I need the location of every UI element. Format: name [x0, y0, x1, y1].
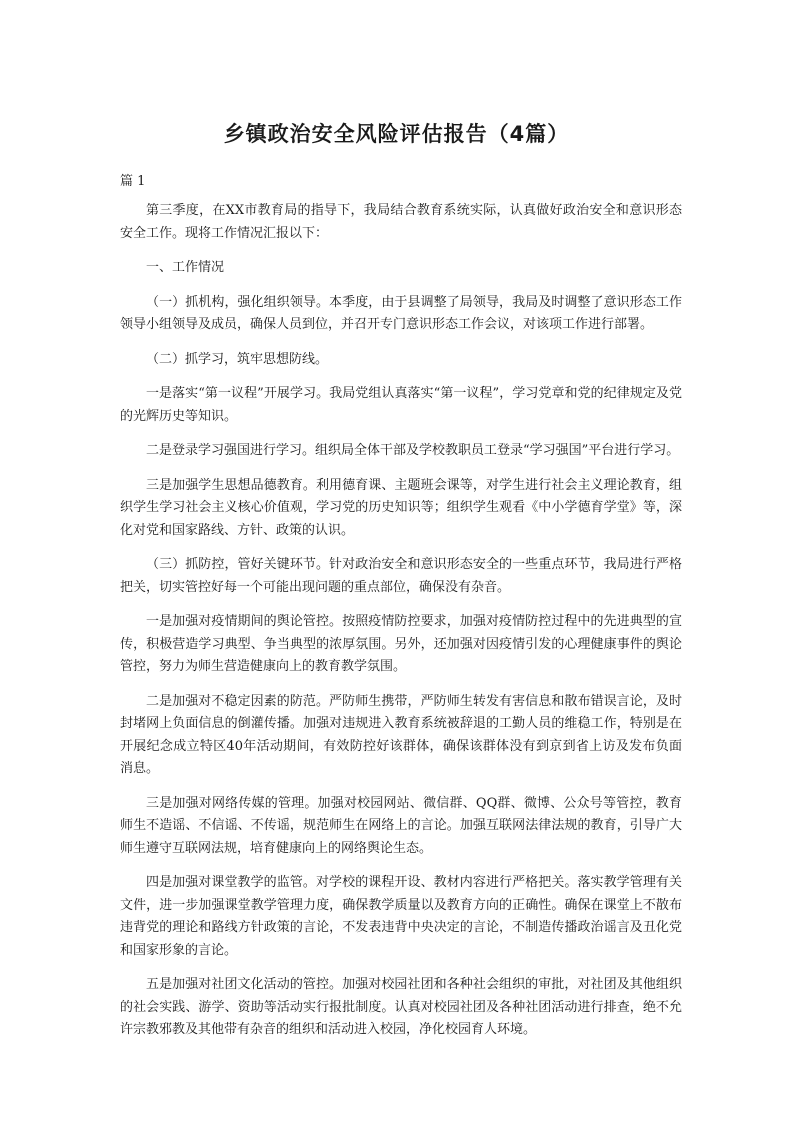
paragraph-study-1: 一是落实“第一议程”开展学习。我局党组认真落实“第一议程”，学习党章和党的纪律规定及党的光辉历史等知识。 [120, 386, 682, 424]
paragraph-prevention-1: 一是加强对疫情期间的舆论管控。按照疫情防控要求，加强对疫情防控过程中的先进典型的宣传，积极营造学习典型、争当典型的浓厚氛围。另外，还加强对因疫情引发的心理健康事件的舆论管控，努力为师生营造健康向上的教育教学氛围。 [120, 614, 682, 674]
heading-work-status: 一、工作情况 [146, 260, 225, 275]
paragraph-prevention-3: 三是加强对网络传媒的管理。加强对校园网站、微信群、QQ群、微博、公众号等管控，教育师生不造谣、不信谣、不传谣，规范师生在网络上的言论。加强互联网法律法规的教育，引导广大师生遵守互联网法规，培育健康向上的网络舆论生态。 [120, 795, 682, 856]
paragraph-study-3: 三是加强学生思想品德教育。利用德育课、主题班会课等，对学生进行社会主义理论教育，组织学生学习社会主义核心价值观，学习党的历史知识等；组织学生观看《中小学德育学堂》等，深化对党和国家路线、方针、政策的认识。 [120, 477, 682, 538]
paragraph-prevention-4: 四是加强对课堂教学的监管。对学校的课程开设、教材内容进行严格把关。落实教学管理有关文件，进一步加强课堂教学管理力度，确保教学质量以及教育方向的正确性。确保在课堂上不散布违背党的理论和路线方针政策的言论，不发表违背中央决定的言论，不制造传播政治谣言及丑化党和国家形象的言论。 [120, 875, 682, 958]
paragraph-prevention-2: 二是加强对不稳定因素的防范。严防师生携带，严防师生转发有害信息和散布错误言论，及时封堵网上负面信息的倒灌传播。加强对违规进入教育系统被辞退的工勤人员的维稳工作，特别是在开展纪念成立特区40年活动期间，有效防控好该群体，确保该群体没有到京到省上访及发布负面消息。 [120, 693, 682, 776]
heading-study: （二）抓学习，筑牢思想防线。 [146, 351, 329, 367]
paragraph-organization: （一）抓机构，强化组织领导。本季度，由于县调整了局领导，我局及时调整了意识形态工作领导小组领导及成员，确保人员到位，并召开专门意识形态工作会议，对该项工作进行部署。 [120, 294, 682, 332]
document-title: 乡镇政治安全风险评估报告（4篇） [223, 122, 570, 146]
paragraph-prevention-5: 五是加强对社团文化活动的管控。加强对校园社团和各种社会组织的审批，对社团及其他组织的社会实践、游学、资助等活动实行报批制度。认真对校园社团及各种社团活动进行排查，绝不允许宗教邪教及其他带有杂音的组织和活动进入校园，净化校园育人环境。 [120, 977, 682, 1037]
paragraph-intro: 第三季度，在XX市教育局的指导下，我局结合教育系统实际，认真做好政治安全和意识形态安全工作。现将工作情况汇报以下： [120, 203, 682, 241]
paragraph-prevention: （三）抓防控，管好关键环节。针对政治安全和意识形态安全的一些重点环节，我局进行严格把关，切实管控好每一个可能出现问题的重点部位，确保没有杂音。 [120, 557, 682, 595]
paragraph-study-2: 二是登录学习强国进行学习。组织局全体干部及学校教职员工登录“学习强国”平台进行学习。 [146, 443, 680, 458]
section-label: 篇 1 [120, 174, 146, 189]
document-body [120, 200, 682, 1054]
